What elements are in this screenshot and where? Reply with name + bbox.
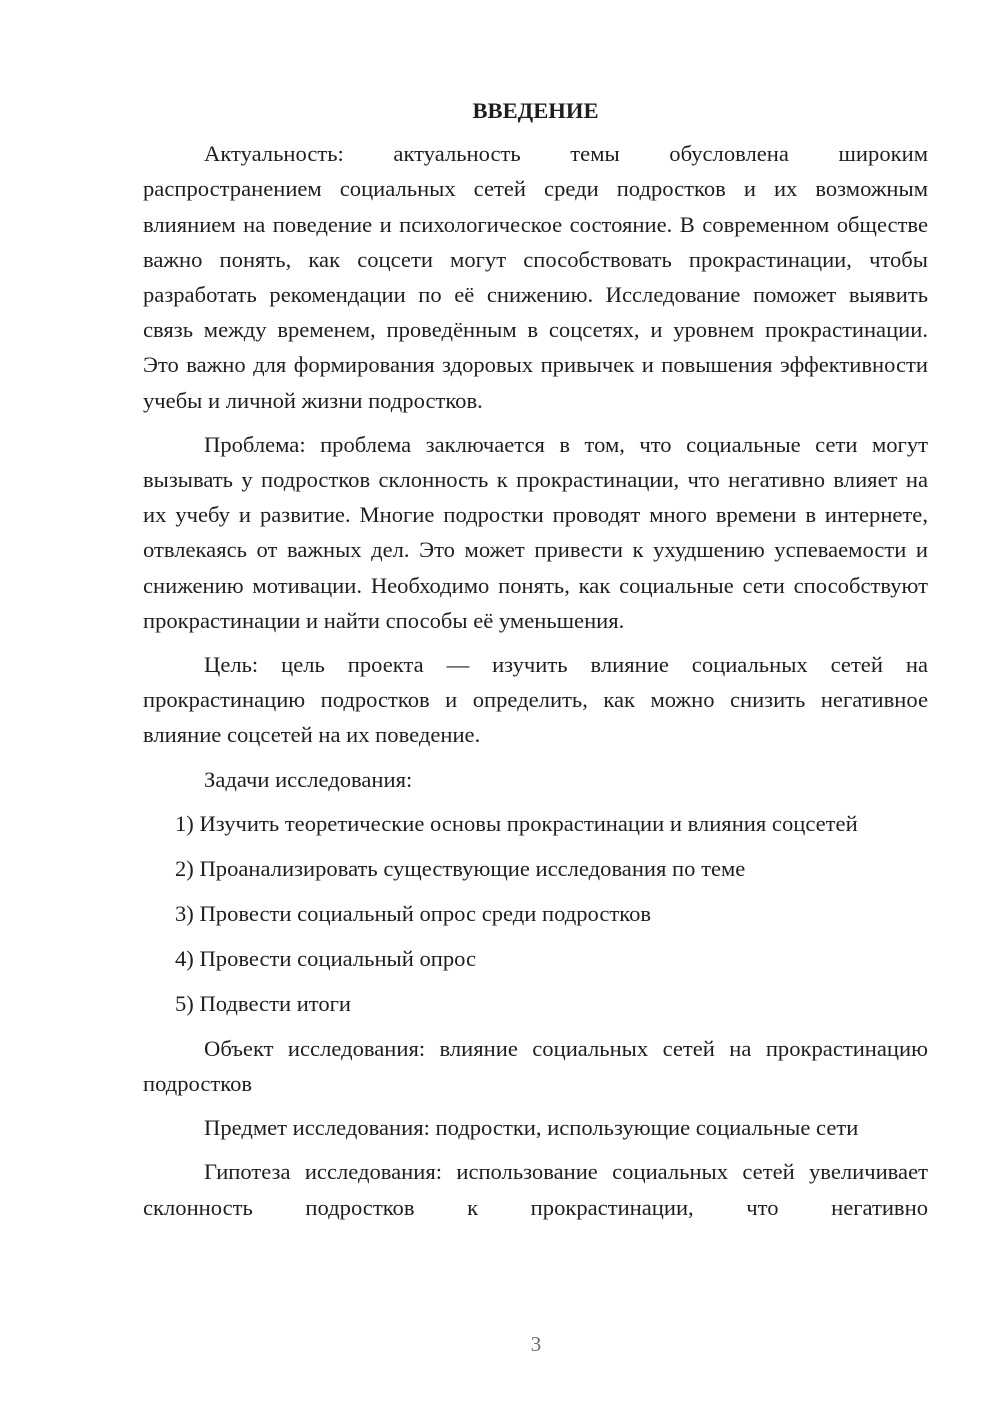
task-item: 5) Подвести итоги (175, 990, 352, 1016)
goal-paragraph: Цель: цель проекта — изучить влияние социальных сетей на прокрастинацию подростков и определить, как можно снизить негативное влияние соцсетей на их поведение. (143, 652, 928, 748)
problem-paragraph: Проблема: проблема заключается в том, что социальные сети могут вызывать у подростков склонность к прокрастинации, что негативно влияет на их учебу и развитие. Многие подростки проводят много времени в интернете, отвлекаясь от важных дел. Это может привести к ухудшению успеваемости и снижению мотивации. Необходимо понять, как социальные сети способствуют прокрастинации и найти способы её уменьшения. (143, 431, 928, 633)
task-item: 2) Проанализировать существующие исследования по теме (175, 855, 746, 881)
task-item: 3) Провести социальный опрос среди подростков (175, 900, 652, 926)
tasks-heading: Задачи исследования: (204, 766, 413, 792)
section-title: ВВЕДЕНИЕ (472, 98, 599, 123)
page-number: 3 (530, 1332, 542, 1356)
research-subject-paragraph: Предмет исследования: подростки, использующие социальные сети (204, 1115, 859, 1141)
relevance-paragraph: Актуальность: актуальность темы обусловлена широким распространением социальных сетей среди подростков и их возможным влиянием на поведение и психологическое состояние. В современном обществе важно понять, как соцсети могут способствовать прокрастинации, чтобы разработать рекомендации по её снижению. Исследование поможет выявить связь между временем, проведённым в соцсетях, и уровнем прокрастинации. Это важно для формирования здоровых привычек и повышения эффективности учебы и личной жизни подростков. (143, 141, 928, 413)
hypothesis-paragraph: Гипотеза исследования: использование социальных сетей увеличивает склонность подростков к прокрастинации, что негативно (143, 1159, 928, 1220)
task-item: 4) Провести социальный опрос (175, 945, 477, 971)
page-content (143, 93, 928, 1234)
tasks-list (143, 806, 928, 1021)
research-object-paragraph: Объект исследования: влияние социальных сетей на прокрастинацию подростков (143, 1035, 928, 1097)
task-item: 1) Изучить теоретические основы прокрастинации и влияния соцсетей (175, 810, 858, 836)
